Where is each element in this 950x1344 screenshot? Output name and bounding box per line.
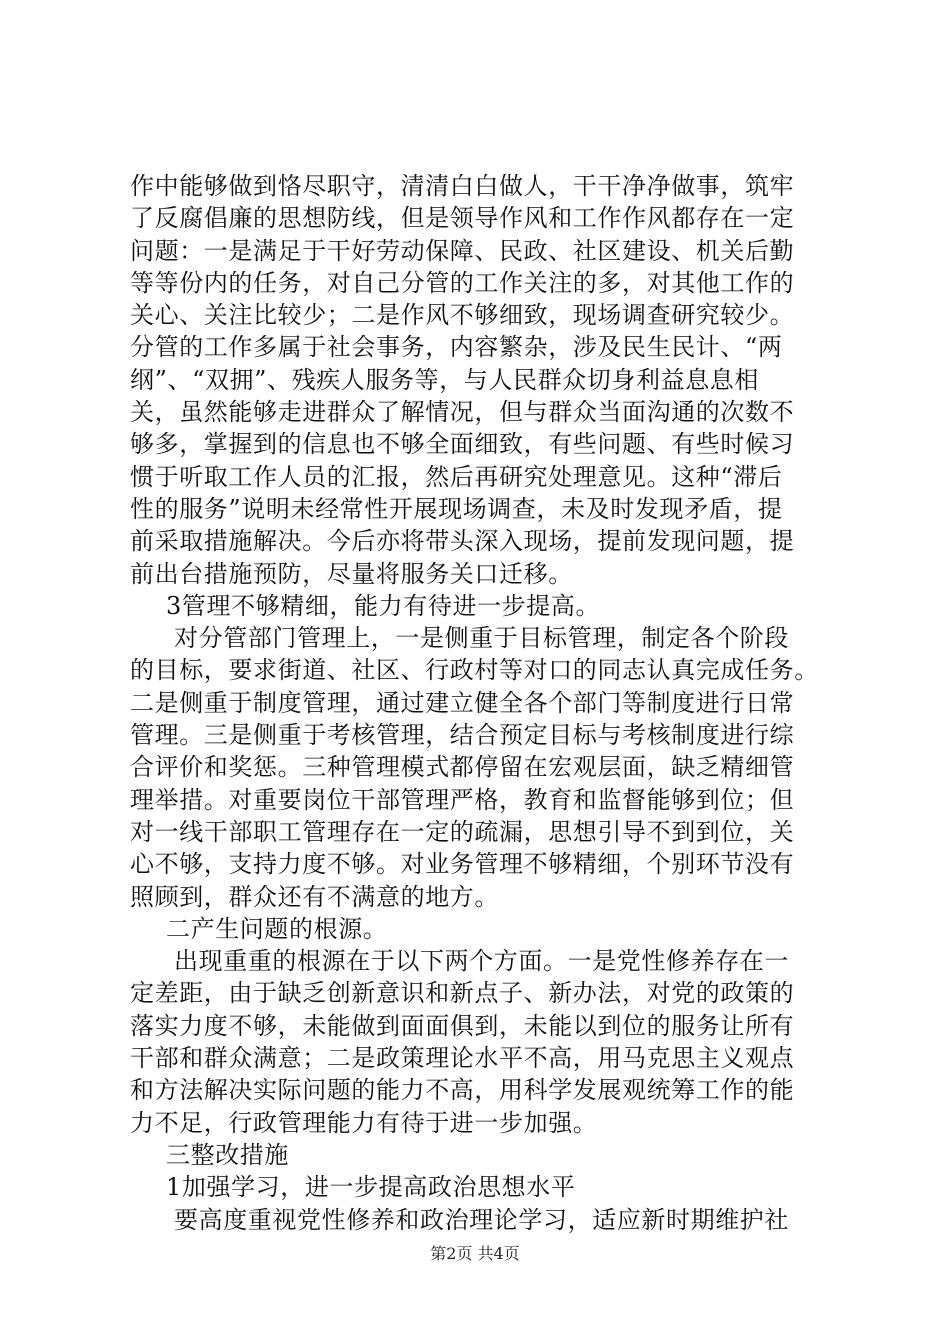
subsection-heading: 1加强学习，进一步提高政治思想水平	[166, 1173, 576, 1202]
text-line: 理举措。对重要岗位干部管理严格，教育和监督能够到位；但	[130, 785, 795, 814]
text-line: 性的服务”说明未经常性开展现场调查，未及时发现矛盾，提	[130, 494, 783, 523]
text-line: 关心、关注比较少；二是作风不够细致，现场调查研究较少。	[130, 301, 795, 330]
text-line: 力不足，行政管理能力有待于进一步加强。	[130, 1108, 598, 1137]
text-line: 管理。三是侧重于考核管理，结合预定目标与考核制度进行综	[130, 721, 795, 750]
text-line: 了反腐倡廉的思想防线，但是领导作风和工作作风都存在一定	[130, 204, 795, 233]
text-line: 和方法解决实际问题的能力不高，用科学发展观统筹工作的能	[130, 1076, 795, 1105]
text-line: 心不够，支持力度不够。对业务管理不够精细，个别环节没有	[130, 850, 795, 879]
section-heading: 二产生问题的根源。	[166, 914, 388, 943]
text-line: 惯于听取工作人员的汇报，然后再研究处理意见。这种“滞后	[130, 462, 783, 491]
text-line: 分管的工作多属于社会事务，内容繁杂，涉及民生民计、“两	[130, 333, 783, 362]
paragraph-start: 要高度重视党性修养和政治理论学习，适应新时期维护社	[174, 1205, 789, 1234]
text-line: 照顾到，群众还有不满意的地方。	[130, 882, 499, 911]
text-line: 落实力度不够，未能做到面面俱到，未能以到位的服务让所有	[130, 1011, 795, 1040]
text-line: 前采取措施解决。今后亦将带头深入现场，提前发现问题，提	[130, 527, 795, 556]
text-line: 二是侧重于制度管理，通过建立健全各个部门等制度进行日常	[130, 688, 795, 717]
text-line: 的目标，要求街道、社区、行政村等对口的同志认真完成任务。	[130, 656, 819, 685]
text-line: 纲”、“双拥”、残疾人服务等，与人民群众切身利益息息相	[130, 365, 760, 394]
text-line: 够多，掌握到的信息也不够全面细致，有些问题、有些时候习	[130, 430, 795, 459]
text-line: 前出台措施预防，尽量将服务关口迁移。	[130, 559, 573, 588]
text-line: 定差距，由于缺乏创新意识和新点子、新办法，对党的政策的	[130, 979, 795, 1008]
paragraph-start: 出现重重的根源在于以下两个方面。一是党性修养存在一	[174, 947, 789, 976]
text-line: 合评价和奖惩。三种管理模式都停留在宏观层面，缺乏精细管	[130, 753, 795, 782]
text-line: 关，虽然能够走进群众了解情况，但与群众当面沟通的次数不	[130, 398, 795, 427]
section-heading: 3管理不够精细，能力有待进一步提高。	[166, 591, 601, 620]
text-line: 作中能够做到恪尽职守，清清白白做人，干干净净做事，筑牢	[130, 172, 795, 200]
text-line: 对一线干部职工管理存在一定的疏漏，思想引导不到到位，关	[130, 817, 795, 846]
document-body	[130, 170, 830, 1236]
text-line: 干部和群众满意；二是政策理论水平不高，用马克思主义观点	[130, 1044, 795, 1073]
section-heading: 三整改措施	[166, 1140, 289, 1169]
text-line: 等等份内的任务，对自己分管的工作关注的多，对其他工作的	[130, 268, 795, 297]
paragraph-start: 对分管部门管理上，一是侧重于目标管理，制定各个阶段	[174, 624, 789, 653]
page-footer: 第2页 共4页	[430, 1244, 520, 1263]
text-line: 问题：一是满足于干好劳动保障、民政、社区建设、机关后勤	[130, 236, 795, 265]
